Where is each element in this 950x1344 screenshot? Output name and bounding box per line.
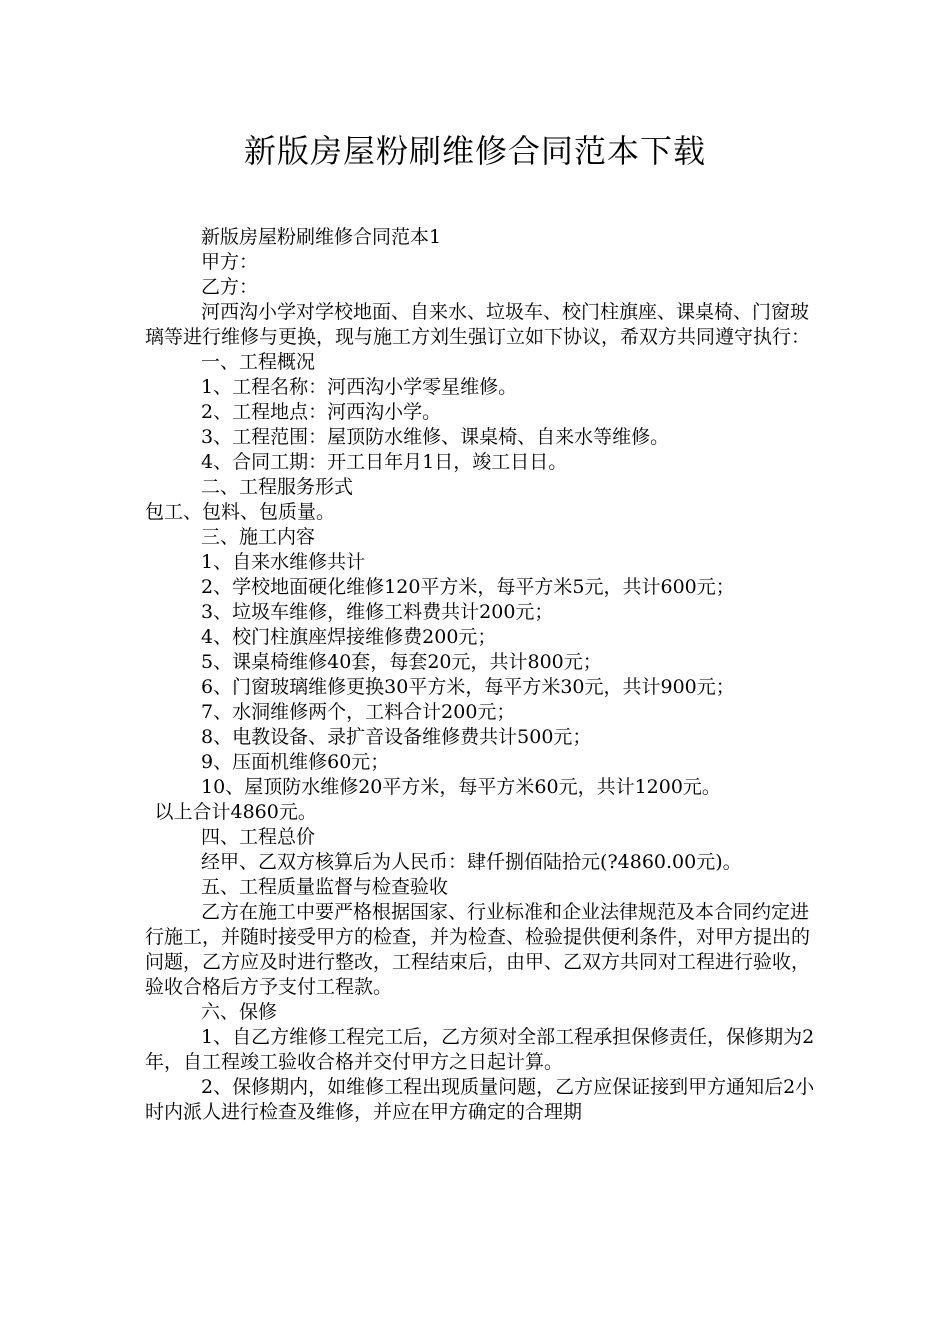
section-heading: 三、施工内容	[201, 526, 316, 548]
subtitle-line: 新版房屋粉刷维修合同范本1	[201, 226, 442, 248]
document-body	[145, 225, 825, 1125]
paragraph: 4、合同工期：开工日年月1日，竣工日日。	[201, 451, 568, 473]
paragraph: 4、校门柱旗座焊接维修费200元；	[201, 626, 497, 648]
paragraph: 2、保修期内，如维修工程出现质量问题，乙方应保证接到甲方通知后2小时内派人进行检查及维修，并应在甲方确定的合理期	[145, 1076, 815, 1123]
paragraph: 1、工程名称：河西沟小学零星维修。	[201, 376, 518, 398]
paragraph: 1、自乙方维修工程完工后，乙方须对全部工程承担保修责任，保修期为2年，自工程竣工验收合格并交付甲方之日起计算。	[145, 1026, 815, 1073]
total-line: 以上合计4860元。	[154, 801, 317, 823]
paragraph: 3、工程范围：屋顶防水维修、课桌椅、自来水等维修。	[201, 426, 670, 448]
section-heading: 六、保修	[201, 1001, 278, 1023]
paragraph: 包工、包料、包质量。	[145, 501, 336, 523]
paragraph: 经甲、乙双方核算后为人民币：肆仟捌佰陆拾元(?4860.00元)。	[201, 851, 742, 873]
paragraph: 9、压面机维修60元；	[201, 751, 390, 773]
paragraph: 乙方在施工中要严格根据国家、行业标准和企业法律规范及本合同约定进行施工，并随时接受甲方的检查，并为检查、检验提供便利条件，对甲方提出的问题，乙方应及时进行整改，工程结束后，由甲、乙双方共同对工程进行验收，验收合格后方予支付工程款。	[145, 901, 811, 998]
paragraph: 8、电教设备、录扩音设备维修费共计500元；	[201, 726, 592, 748]
paragraph: 1、自来水维修共计	[201, 551, 366, 573]
intro-paragraph: 河西沟小学对学校地面、自来水、垃圾车、校门柱旗座、课桌椅、门窗玻璃等进行维修与更换，现与施工方刘生强订立如下协议，希双方共同遵守执行：	[145, 301, 811, 348]
section-heading: 四、工程总价	[201, 826, 316, 848]
document-title: 新版房屋粉刷维修合同范本下载	[243, 132, 706, 170]
paragraph: 10、屋顶防水维修20平方米，每平方米60元，共计1200元。	[201, 776, 721, 798]
section-heading: 五、工程质量监督与检查验收	[201, 876, 449, 898]
paragraph: 5、课桌椅维修40套，每套20元，共计800元；	[201, 651, 602, 673]
section-heading: 一、工程概况	[201, 351, 316, 373]
section-heading: 二、工程服务形式	[201, 476, 354, 498]
paragraph: 2、学校地面硬化维修120平方米，每平方米5元，共计600元；	[201, 576, 735, 598]
paragraph: 6、门窗玻璃维修更换30平方米，每平方米30元，共计900元；	[201, 676, 735, 698]
paragraph: 2、工程地点：河西沟小学。	[201, 401, 442, 423]
party-b-line: 乙方：	[201, 276, 259, 298]
paragraph: 7、水洞维修两个，工料合计200元；	[201, 701, 516, 723]
party-a-line: 甲方：	[201, 251, 259, 273]
paragraph: 3、垃圾车维修，维修工料费共计200元；	[201, 601, 554, 623]
